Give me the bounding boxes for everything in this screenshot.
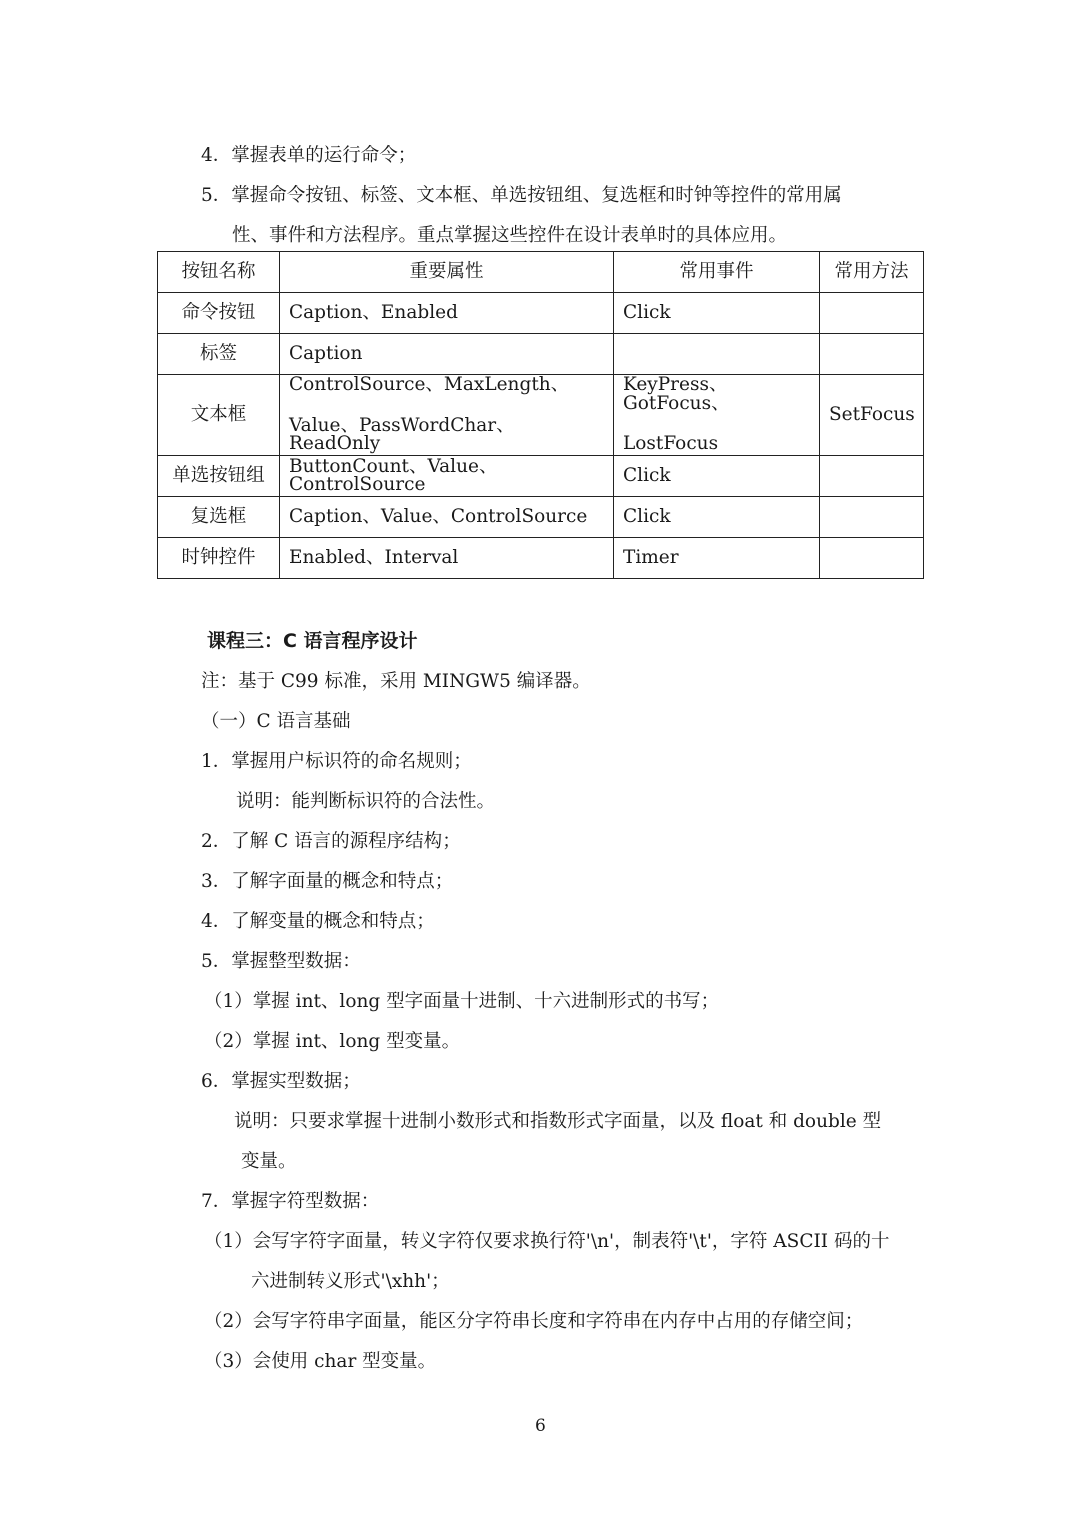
course-title: 课程三：C 语言程序设计 bbox=[207, 630, 418, 652]
properties-line: Value、PassWordChar、ReadOnly bbox=[289, 414, 515, 455]
events-line: LostFocus bbox=[623, 433, 719, 455]
header-cell: 按钮名称 bbox=[158, 252, 280, 293]
page-number: 6 bbox=[535, 1416, 546, 1436]
sub-item: （3）会使用 char 型变量。 bbox=[204, 1351, 437, 1372]
header-cell: 常用事件 bbox=[614, 252, 820, 293]
control-name-cell: 命令按钮 bbox=[158, 293, 280, 334]
control-name-cell: 单选按钮组 bbox=[158, 456, 280, 497]
methods-cell bbox=[820, 334, 924, 375]
sub-item: （2）掌握 int、long 型变量。 bbox=[204, 1031, 461, 1052]
control-name-cell: 标签 bbox=[158, 334, 280, 375]
properties-cell: Caption、Value、ControlSource bbox=[280, 497, 614, 538]
list-item-note: 说明：能判断标识符的合法性。 bbox=[236, 791, 496, 812]
table-row bbox=[158, 497, 924, 538]
list-item: 2．了解 C 语言的源程序结构； bbox=[201, 831, 461, 852]
properties-cell: Caption bbox=[280, 334, 614, 375]
intro-item-4: 4．掌握表单的运行命令； bbox=[201, 145, 417, 166]
control-name-cell: 时钟控件 bbox=[158, 538, 280, 579]
table-row bbox=[158, 375, 924, 456]
table-header-row bbox=[158, 252, 924, 293]
controls-table bbox=[157, 251, 924, 579]
control-name-cell: 复选框 bbox=[158, 497, 280, 538]
header-cell: 常用方法 bbox=[820, 252, 924, 293]
sub-item: （1）掌握 int、long 型字面量十进制、十六进制形式的书写； bbox=[204, 991, 720, 1012]
methods-cell bbox=[820, 293, 924, 334]
methods-cell bbox=[820, 497, 924, 538]
properties-cell: Enabled、Interval bbox=[280, 538, 614, 579]
methods-cell bbox=[820, 538, 924, 579]
list-item-note-continued: 变量。 bbox=[241, 1151, 297, 1172]
methods-cell bbox=[820, 456, 924, 497]
properties-cell bbox=[280, 375, 614, 456]
events-cell: Click bbox=[614, 456, 820, 497]
sub-item-continued: 六进制转义形式'\xhh'； bbox=[251, 1271, 450, 1292]
section-title: （一）C 语言基础 bbox=[201, 711, 351, 732]
list-item: 5．掌握整型数据： bbox=[201, 951, 361, 972]
intro-item-5-line1: 5．掌握命令按钮、标签、文本框、单选按钮组、复选框和时钟等控件的常用属 bbox=[201, 185, 842, 206]
list-item: 6．掌握实型数据； bbox=[201, 1071, 361, 1092]
properties-cell: Caption、Enabled bbox=[280, 293, 614, 334]
list-item: 7．掌握字符型数据： bbox=[201, 1191, 380, 1212]
table-row bbox=[158, 293, 924, 334]
sub-item: （2）会写字符串字面量，能区分字符串长度和字符串在内存中占用的存储空间； bbox=[204, 1311, 864, 1332]
list-item: 1．掌握用户标识符的命名规则； bbox=[201, 751, 472, 772]
sub-item: （1）会写字符字面量，转义字符仅要求换行符'\n'，制表符'\t'，字符 ASCII 码的十 bbox=[204, 1231, 890, 1252]
table-row bbox=[158, 334, 924, 375]
intro-item-5-line2: 性、事件和方法程序。重点掌握这些控件在设计表单时的具体应用。 bbox=[232, 225, 788, 246]
list-item-note: 说明：只要求掌握十进制小数形式和指数形式字面量，以及 float 和 double 型 bbox=[234, 1111, 882, 1132]
events-cell: Timer bbox=[614, 538, 820, 579]
course-note: 注：基于 C99 标准，采用 MINGW5 编译器。 bbox=[201, 671, 591, 692]
events-cell: Click bbox=[614, 497, 820, 538]
header-cell: 重要属性 bbox=[280, 252, 614, 293]
events-cell bbox=[614, 334, 820, 375]
table-row bbox=[158, 456, 924, 497]
methods-cell: SetFocus bbox=[820, 375, 924, 456]
events-line: KeyPress、GotFocus、 bbox=[623, 374, 730, 414]
list-item: 3．了解字面量的概念和特点； bbox=[201, 871, 454, 892]
table-row bbox=[158, 538, 924, 579]
list-item: 4．了解变量的概念和特点； bbox=[201, 911, 435, 932]
events-cell bbox=[614, 375, 820, 456]
control-name-cell: 文本框 bbox=[158, 375, 280, 456]
properties-line: ControlSource、MaxLength、 bbox=[289, 374, 570, 396]
events-cell: Click bbox=[614, 293, 820, 334]
properties-cell: ButtonCount、Value、ControlSource bbox=[280, 456, 614, 497]
